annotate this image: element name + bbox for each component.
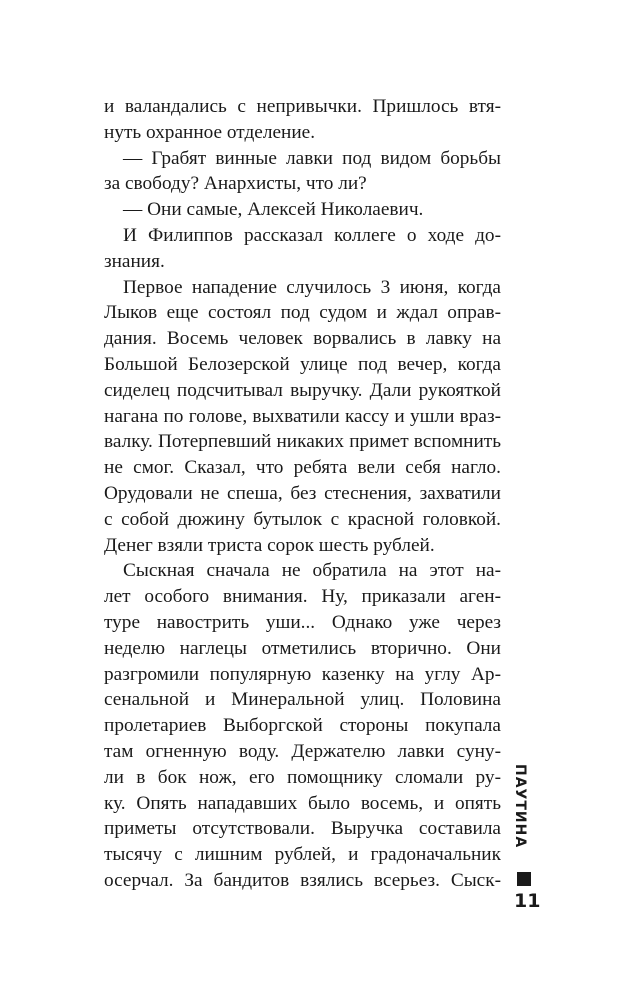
text-line: туре навострить уши... Однако уже через (104, 611, 501, 633)
text-line: нагана по голове, выхватили кассу и ушли враз- (104, 405, 501, 427)
text-line: знания. (104, 250, 165, 272)
text-line: Денег взяли триста сорок шесть рублей. (104, 534, 435, 556)
page-body (104, 94, 501, 894)
text-line: неделю наглецы отметились вторично. Они (104, 637, 501, 659)
text-line: и валандались с непривычки. Пришлось втя- (104, 96, 501, 117)
text-line: ку. Опять нападавших было восемь, и опять (104, 792, 501, 814)
text-line: — Они самые, Алексей Николаевич. (123, 199, 424, 221)
text-line: пролетариев Выборгской стороны покупала (104, 715, 501, 737)
text-line: Первое нападение случилось 3 июня, когда (123, 276, 501, 298)
text-line: не смог. Сказал, что ребята вели себя нагло. (104, 457, 501, 479)
text-line: — Грабят винные лавки под видом борьбы (123, 147, 501, 169)
text-line: там огненную воду. Держателю лавки суну- (104, 740, 501, 762)
text-line: разгромили популярную казенку на углу Ар- (104, 663, 501, 685)
text-line: приметы отсутствовали. Выручка составила (104, 818, 501, 840)
square-marker-icon (517, 872, 531, 886)
text-line: Лыков еще состоял под судом и ждал оправ- (104, 302, 501, 324)
text-line: Орудовали не спеша, без стеснения, захватили (104, 482, 501, 504)
text-line: ли в бок нож, его помощнику сломали ру- (104, 766, 501, 788)
text-line: валку. Потерпевший никаких примет вспомнить (104, 431, 501, 453)
text-line: осерчал. За бандитов взялись всерьез. Сыск- (104, 869, 501, 891)
text-line: с собой дюжину бутылок с красной головкой. (104, 508, 501, 530)
text-line: за свободу? Анархисты, что ли? (104, 173, 367, 195)
text-line: дания. Восемь человек ворвались в лавку на (104, 328, 501, 350)
text-line: сиделец подсчитывал выручку. Дали рукояткой (104, 379, 501, 401)
running-title (514, 764, 542, 874)
text-line: нуть охранное отделение. (104, 121, 316, 143)
page-number: 11 (514, 890, 541, 912)
text-line: Большой Белозерской улице под вечер, когда (104, 353, 501, 375)
text-line: лет особого внимания. Ну, приказали аген- (104, 586, 501, 608)
text-line: Сыскная сначала не обратила на этот на- (123, 560, 501, 582)
running-title-label: ПАУТИНА (512, 764, 528, 849)
text-line: И Филиппов рассказал коллеге о ходе до- (123, 224, 501, 246)
text-line: сенальной и Минеральной улиц. Половина (104, 689, 501, 711)
text-line: тысячу с лишним рублей, и градоначальник (104, 844, 501, 866)
